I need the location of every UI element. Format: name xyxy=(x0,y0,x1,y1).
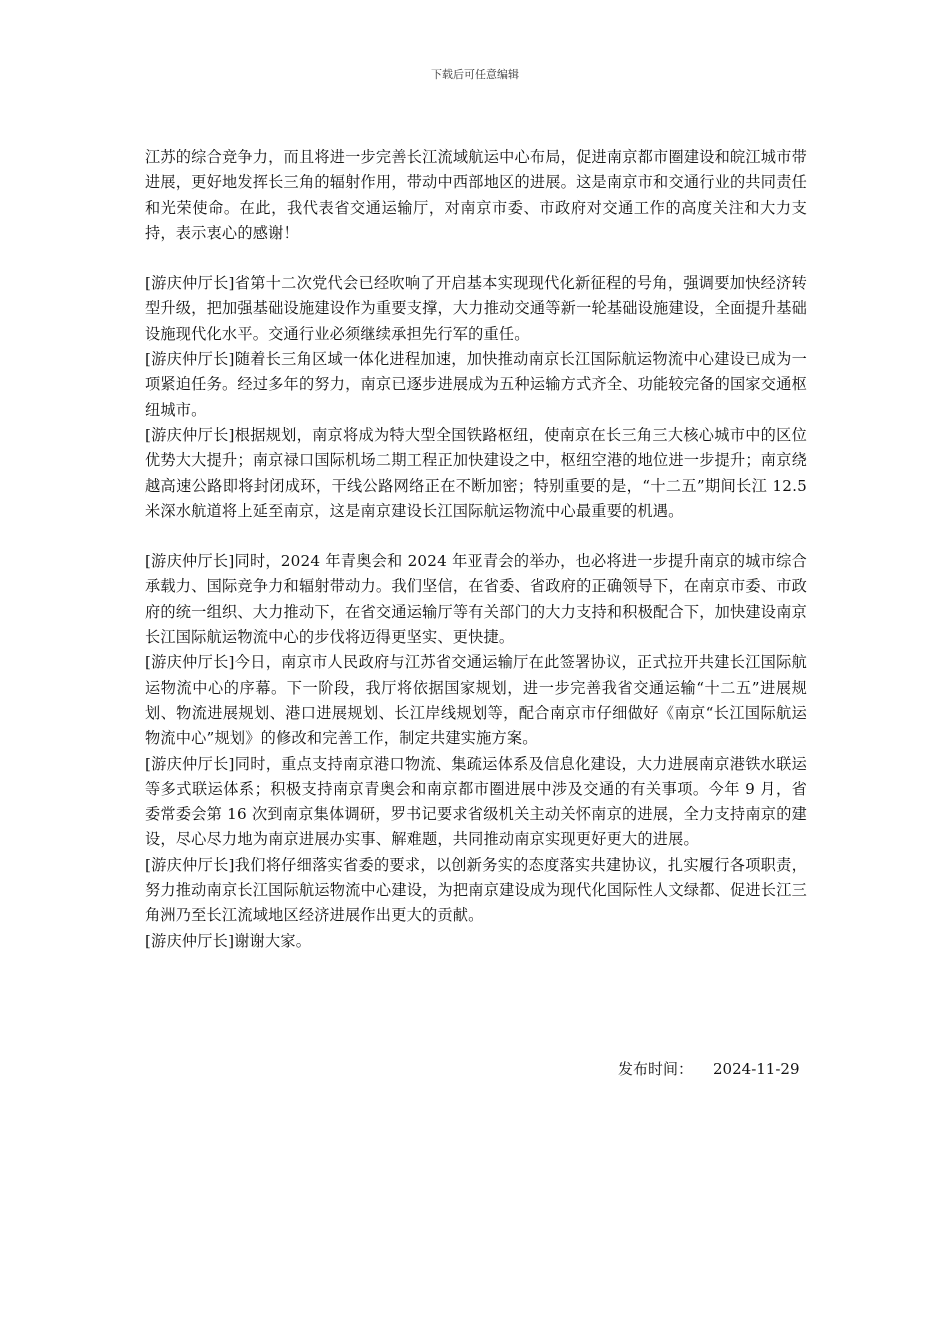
paragraph-speech-7: [游庆仲厅长]我们将仔细落实省委的要求，以创新务实的态度落实共建协议，扎实履行各项职责，努力推动南京长江国际航运物流中心建设，为把南京建设成为现代化国际性人文绿都、促进长江三角洲乃至长江流域地区经济进展作出更大的贡献。 xyxy=(145,855,807,925)
publish-date xyxy=(618,1058,800,1079)
paragraph-speech-4: [游庆仲厅长]同时，2024 年青奥会和 2024 年亚青会的举办，也必将进一步提升南京的城市综合承载力、国际竞争力和辐射带动力。我们坚信，在省委、省政府的正确领导下，在南京市委、市政府的统一组织、大力推动下，在省交通运输厅等有关部门的大力支持和积极配合下，加快建设南京长江国际航运物流中心的步伐将迈得更坚实、更快捷。 xyxy=(145,552,807,647)
paragraph-speech-5: [游庆仲厅长]今日，南京市人民政府与江苏省交通运输厅在此签署协议，正式拉开共建长江国际航运物流中心的序幕。下一阶段，我厅将依据国家规划，进一步完善我省交通运输“十二五”进展规划、物流进展规划、港口进展规划、长江岸线规划等，配合南京市仔细做好《南京“长江国际航运物流中心”规划》的修改和完善工作，制定共建实施方案。 xyxy=(145,653,807,748)
paragraph-speech-1: [游庆仲厅长]省第十二次党代会已经吹响了开启基本实现现代化新征程的号角，强调要加快经济转型升级，把加强基础设施建设作为重要支撑，大力推动交通等新一轮基础设施建设，全面提升基础设施现代化水平。交通行业必须继续承担先行军的重任。 xyxy=(145,274,807,343)
paragraph-speech-3: [游庆仲厅长]根据规划，南京将成为特大型全国铁路枢纽，使南京在长三角三大核心城市中的区位优势大大提升；南京禄口国际机场二期工程正加快建设之中，枢纽空港的地位进一步提升；南京绕越高速公路即将封闭成环，干线公路网络正在不断加密；特别重要的是，“十二五”期间长江 12.5 米深水航道将上延至南京，这是南京建设长江国际航运物流中心最重要的机遇。 xyxy=(145,425,807,520)
paragraph-intro: 江苏的综合竞争力，而且将进一步完善长江流域航运中心布局，促进南京都市圈建设和皖江城市带进展，更好地发挥长三角的辐射作用，带动中西部地区的进展。这是南京市和交通行业的共同责任和光荣使命。在此，我代表省交通运输厅，对南京市委、市政府对交通工作的高度关注和大力支持，表示衷心的感谢！ xyxy=(145,148,807,242)
paragraph-speech-6: [游庆仲厅长]同时，重点支持南京港口物流、集疏运体系及信息化建设，大力进展南京港铁水联运等多式联运体系；积极支持南京青奥会和南京都市圈进展中涉及交通的有关事项。今年 9 月，省委常委会第 16 次到南京集体调研，罗书记要求省级机关主动关怀南京的进展，全力支持南京的建设，尽心尽力地为南京进展办实事、解难题，共同推动南京实现更好更大的进展。 xyxy=(145,754,807,849)
publish-date-label: 发布时间： xyxy=(618,1060,694,1078)
article-body xyxy=(145,145,807,954)
paragraph-speech-8: [游庆仲厅长]谢谢大家。 xyxy=(145,931,312,950)
paragraph-speech-2: [游庆仲厅长]随着长三角区域一体化进程加速，加快推动南京长江国际航运物流中心建设已成为一项紧迫任务。经过多年的努力，南京已逐步进展成为五种运输方式齐全、功能较完备的国家交通枢纽城市。 xyxy=(145,350,807,419)
page-header-note: 下载后可任意编辑 xyxy=(431,68,519,81)
publish-date-value: 2024-11-29 xyxy=(713,1060,800,1078)
